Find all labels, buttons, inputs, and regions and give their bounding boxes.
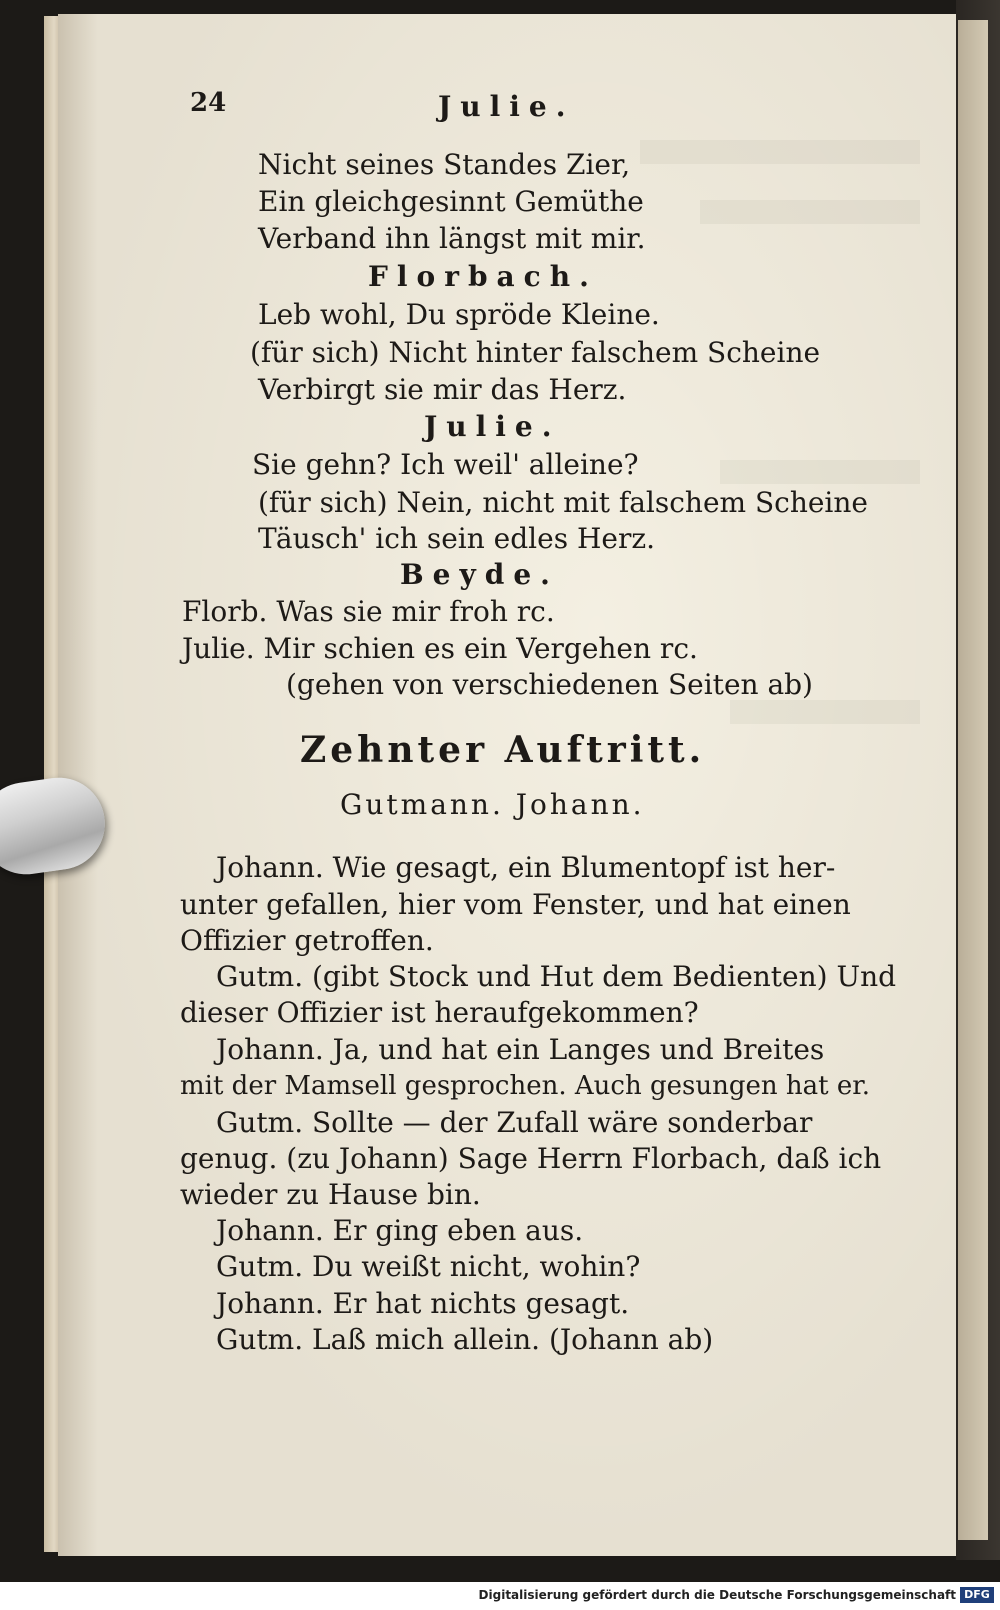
verse-line: Verband ihn längst mit mir. [258, 222, 646, 255]
dialogue-line: Offizier getroffen. [180, 924, 434, 957]
dfg-logo: DFG [960, 1587, 994, 1603]
dialogue-line: Gutm. Du weißt nicht, wohin? [216, 1250, 641, 1283]
verse-line: Ein gleichgesinnt Gemüthe [258, 185, 644, 218]
dialogue-line: Johann. Wie gesagt, ein Blumentopf ist her- [216, 851, 836, 884]
verse-line: (für sich) Nein, nicht mit falschem Scheine [258, 486, 868, 519]
speaker-heading: Florbach. [368, 260, 598, 293]
show-through [640, 140, 920, 164]
verse-line: Julie. Mir schien es ein Vergehen rc. [182, 632, 698, 665]
dialogue-line: Johann. Er hat nichts gesagt. [216, 1287, 630, 1320]
verse-line: Florb. Was sie mir froh rc. [182, 595, 555, 628]
page-number: 24 [190, 88, 227, 118]
dialogue-line: mit der Mamsell gesprochen. Auch gesungen hat er. [180, 1071, 871, 1101]
dialogue-line: Gutm. Laß mich allein. (Johann ab) [216, 1323, 714, 1356]
verse-line: Verbirgt sie mir das Herz. [258, 373, 627, 406]
dialogue-line: Gutm. (gibt Stock und Hut dem Bedienten) Und [216, 960, 897, 993]
dialogue-line: Johann. Ja, und hat ein Langes und Breites [216, 1033, 825, 1066]
dialogue-line: dieser Offizier ist heraufgekommen? [180, 996, 699, 1029]
dialogue-line: unter gefallen, hier vom Fenster, und hat einen [180, 888, 851, 921]
verse-line: Leb wohl, Du spröde Kleine. [258, 298, 660, 331]
scene-heading: Zehnter Auftritt. [300, 729, 706, 771]
show-through [700, 200, 920, 224]
verse-line: Sie gehn? Ich weil' alleine? [252, 448, 639, 481]
show-through [720, 460, 920, 484]
funding-credit: Digitalisierung gefördert durch die Deutsche Forschungsgemeinschaft [478, 1588, 956, 1602]
scene-characters: Gutmann. Johann. [340, 788, 645, 821]
facing-page-edge [958, 20, 988, 1540]
running-head: Julie. [438, 90, 575, 123]
stage-direction: (gehen von verschiedenen Seiten ab) [286, 668, 813, 701]
speaker-heading: Julie. [424, 410, 561, 443]
dialogue-line: Gutm. Sollte — der Zufall wäre sonderbar [216, 1106, 813, 1139]
verse-line: Nicht seines Standes Zier, [258, 148, 631, 181]
verse-line: (für sich) Nicht hinter falschem Scheine [250, 336, 821, 369]
dialogue-line: Johann. Er ging eben aus. [216, 1214, 584, 1247]
verse-line: Täusch' ich sein edles Herz. [258, 522, 655, 555]
dialogue-line: genug. (zu Johann) Sage Herrn Florbach, daß ich [180, 1142, 882, 1175]
show-through [730, 700, 920, 724]
speaker-heading: Beyde. [400, 558, 559, 591]
dialogue-line: wieder zu Hause bin. [180, 1178, 481, 1211]
footer-bar [0, 1582, 1000, 1610]
